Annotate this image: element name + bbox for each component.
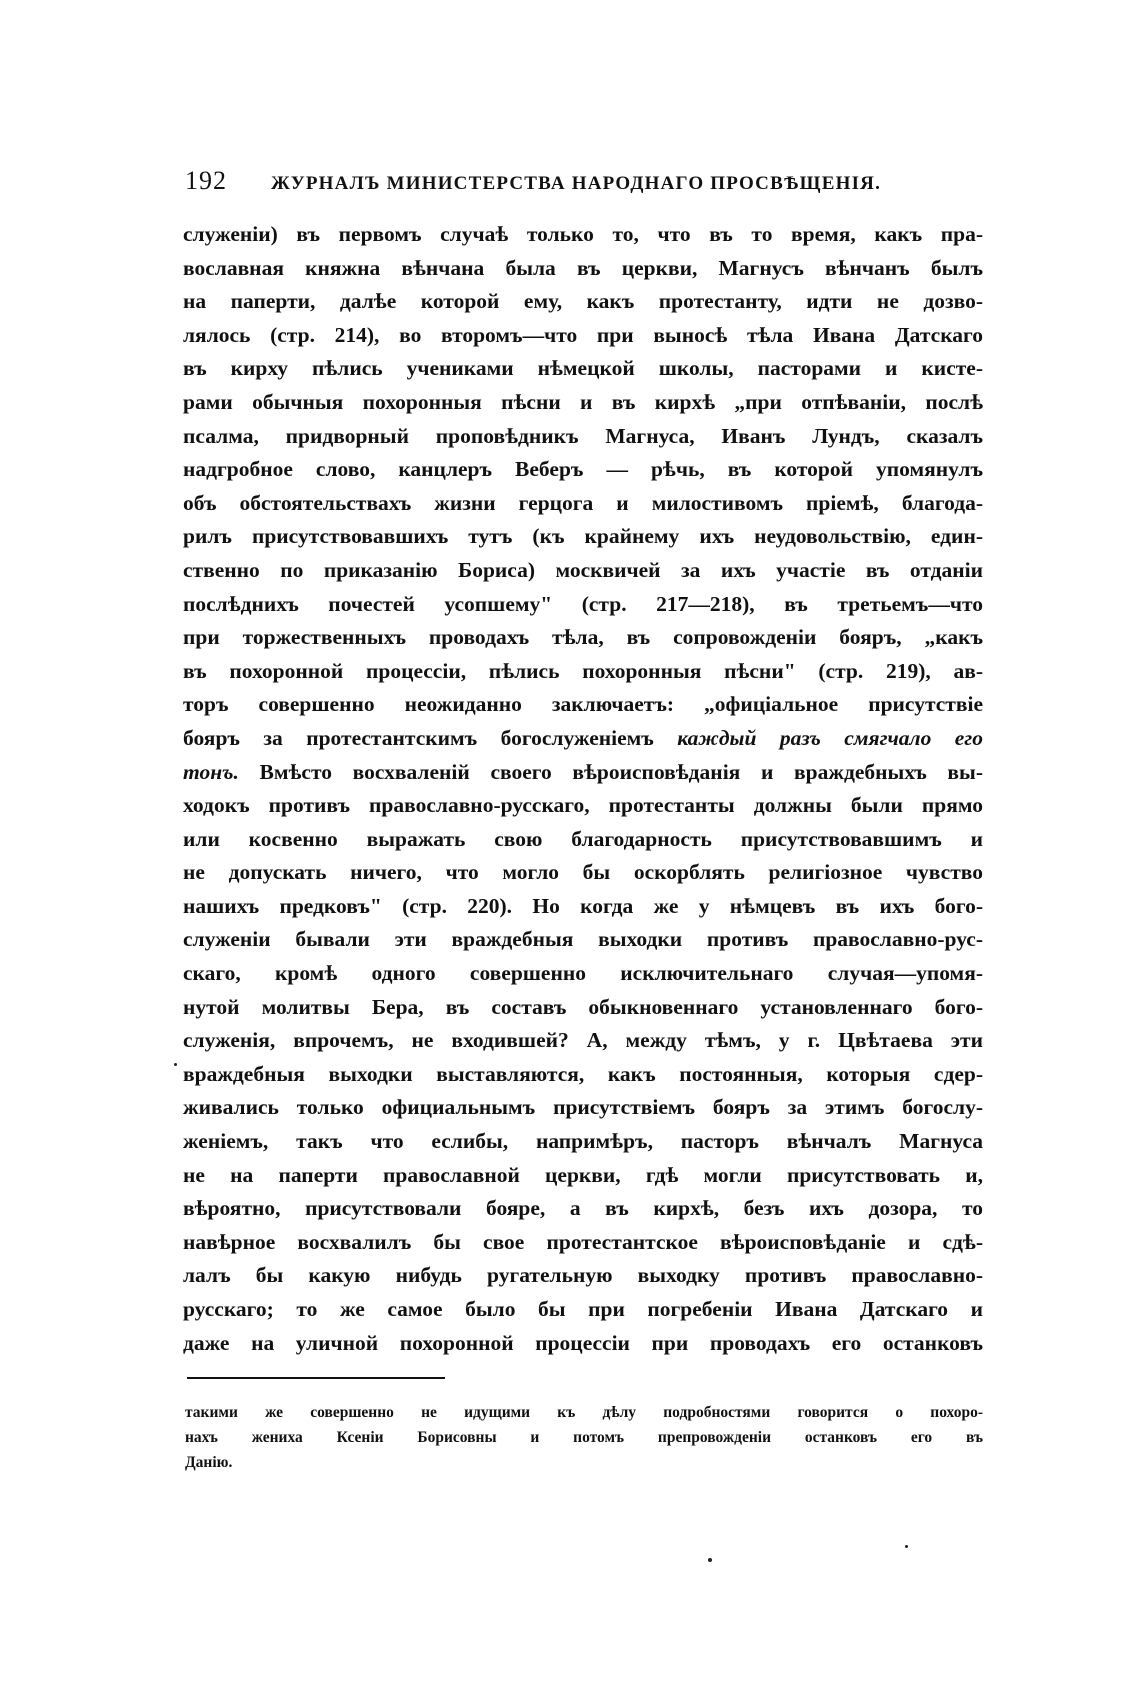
text-line: лалъ бы какую нибудь ругательную выходку противъ православно- xyxy=(183,1263,983,1288)
text-line-with-emphasis xyxy=(183,756,983,790)
text-line: рами обычныя похоронныя пѣсни и въ кирхѣ „при отпѣваніи, послѣ xyxy=(183,389,983,414)
text-line: при торжественныхъ проводахъ тѣла, въ сопровожденіи бояръ, „какъ xyxy=(183,625,983,650)
text-line: или косвенно выражать свою благодарность присутствовавшимъ и xyxy=(183,826,983,851)
text-line: ходокъ противъ православно-русскаго, протестанты должны были прямо xyxy=(183,793,983,818)
text-line: не на паперти православной церкви, гдѣ могли присутствовать и, xyxy=(183,1162,983,1187)
running-title: ЖУРНАЛЪ МИНИСТЕРСТВА НАРОДНАГО ПРОСВѢЩЕНІЯ. xyxy=(271,173,882,194)
text-line-with-emphasis xyxy=(183,722,983,756)
footnote-line: нахъ жениха Ксеніи Борисовны и потомъ препровожденіи останковъ его въ xyxy=(185,1429,983,1446)
text-line: псалма, придворный проповѣдникъ Магнуса, Иванъ Лундъ, сказалъ xyxy=(183,423,983,448)
main-text xyxy=(183,218,983,1360)
print-speck xyxy=(905,1545,908,1548)
text-line: послѣднихъ почестей усопшему" (стр. 217—218), въ третьемъ—что xyxy=(183,591,983,616)
print-speck xyxy=(174,1063,177,1066)
text-line: женіемъ, такъ что еслибы, напримѣръ, пасторъ вѣнчалъ Магнуса xyxy=(183,1129,983,1154)
text-line: скаго, кромѣ одного совершенно исключительнаго случая—упомя- xyxy=(183,961,983,986)
text-line: навѣрное восхвалилъ бы свое протестантское вѣроисповѣданіе и сдѣ- xyxy=(183,1229,983,1254)
footnote-line: такими же совершенно не идущими къ дѣлу подробностями говорится о похоро- xyxy=(185,1404,983,1421)
text-line: ственно по приказанію Бориса) москвичей за ихъ участіе въ отданіи xyxy=(183,557,983,582)
page-number: 192 xyxy=(185,166,227,195)
italic-emphasis: тонъ. xyxy=(183,759,239,784)
text-line: русскаго; то же самое было бы при погребеніи Ивана Датскаго и xyxy=(183,1297,983,1321)
text-line: вославная княжна вѣнчана была въ церкви, Магнусъ вѣнчанъ былъ xyxy=(183,255,983,280)
italic-emphasis: каждый разъ смягчало его xyxy=(677,725,983,750)
text-line: враждебныя выходки выставляются, какъ постоянныя, которыя сдер- xyxy=(183,1061,983,1086)
text-line: на паперти, далѣе которой ему, какъ протестанту, идти не дозво- xyxy=(183,289,983,314)
text-line: въ кирху пѣлись учениками нѣмецкой школы, пасторами и кисте- xyxy=(183,356,983,381)
text-line: не допускать ничего, что могло бы оскорблять религіозное чувство xyxy=(183,860,983,885)
text-line: лялось (стр. 214), во второмъ—что при выносѣ тѣла Ивана Датскаго xyxy=(183,322,983,347)
text-line: въ похоронной процессіи, пѣлись похоронныя пѣсни" (стр. 219), ав- xyxy=(183,658,983,683)
text-line: торъ совершенно неожиданно заключаетъ: „офиціальное присутствіе xyxy=(183,692,983,717)
text-line: служеніи) въ первомъ случаѣ только то, что въ то время, какъ пра- xyxy=(183,222,983,246)
print-speck xyxy=(708,1558,712,1562)
text-segment: Вмѣсто восхваленій своего вѣроисповѣданія и враждебныхъ вы- xyxy=(238,759,983,784)
footnote xyxy=(185,1400,983,1475)
text-line: служенія, впрочемъ, не входившей? А, между тѣмъ, у г. Цвѣтаева эти xyxy=(183,1028,983,1053)
text-line: нутой молитвы Бера, въ составъ обыкновеннаго установленнаго бого- xyxy=(183,994,983,1019)
footnote-divider xyxy=(187,1377,445,1379)
text-line: объ обстоятельствахъ жизни герцога и милостивомъ пріемѣ, благода- xyxy=(183,490,983,515)
text-line: служеніи бывали эти враждебныя выходки противъ православно-рус- xyxy=(183,927,983,952)
footnote-line: Данію. xyxy=(185,1454,233,1471)
text-segment: бояръ за протестантскимъ богослуженіемъ xyxy=(183,725,678,750)
text-line: вѣроятно, присутствовали бояре, а въ кирхѣ, безъ ихъ дозора, то xyxy=(183,1196,983,1221)
text-line: даже на уличной похоронной процессіи при проводахъ его останковъ xyxy=(183,1330,983,1355)
text-line: рилъ присутствовавшихъ тутъ (къ крайнему ихъ неудовольствію, един- xyxy=(183,524,983,549)
text-line: нашихъ предковъ" (стр. 220). Но когда же у нѣмцевъ въ ихъ бого- xyxy=(183,893,983,918)
page-header xyxy=(185,166,965,196)
text-line: живались только официальнымъ присутствіемъ бояръ за этимъ богослу- xyxy=(183,1095,983,1120)
text-line: надгробное слово, канцлеръ Веберъ — рѣчь, въ которой упомянулъ xyxy=(183,457,983,482)
